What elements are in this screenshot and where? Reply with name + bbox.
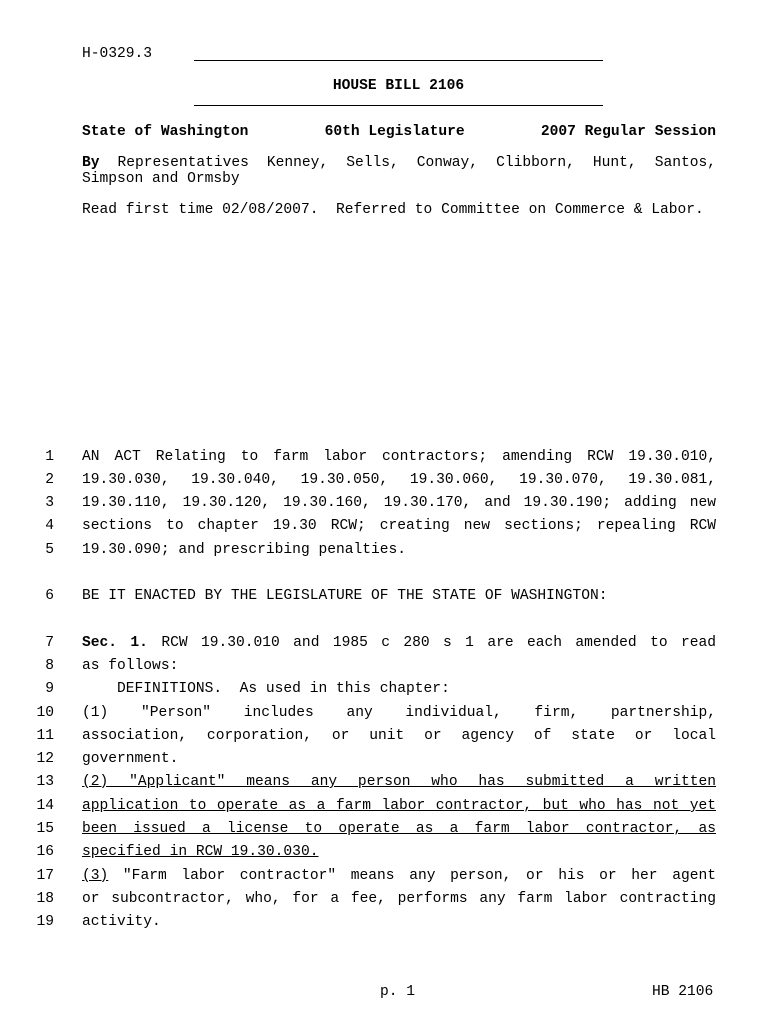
body-line: or subcontractor, who, for a fee, performs any farm labor contracting (82, 891, 716, 907)
line-number: 17 (36, 868, 54, 884)
sponsors-names-1: Representatives Kenney, Sells, Conway, Clibborn, Hunt, Santos, (99, 155, 716, 171)
section-label: Sec. 1. (82, 635, 148, 651)
inserted-number: (3) (82, 868, 109, 884)
footer-bill-id: HB 2106 (652, 984, 714, 1000)
body-line: DEFINITIONS. As used in this chapter: (82, 681, 450, 697)
inserted-line (82, 774, 716, 790)
line-number: 1 (45, 449, 54, 465)
line-number: 3 (45, 495, 54, 511)
body-line: association, corporation, or unit or agency of state or local (82, 728, 716, 744)
body-line: activity. (82, 914, 161, 930)
header-rule-top (194, 60, 603, 61)
line-number: 4 (45, 518, 54, 534)
body-line: (1) "Person" includes any individual, firm, partnership, (82, 705, 716, 721)
line-number: 19 (36, 914, 54, 930)
inserted-text: (2) "Applicant" means any person who has submitted a written (82, 774, 716, 790)
line-number: 8 (45, 658, 54, 674)
page-number: p. 1 (380, 984, 416, 1000)
body-line: sections to chapter 19.30 RCW; creating new sections; repealing RCW (82, 518, 716, 534)
line-number: 11 (36, 728, 54, 744)
line-number: 14 (36, 798, 54, 814)
line-number: 15 (36, 821, 54, 837)
inserted-line: application to operate as a farm labor contractor, but who has not yet (82, 798, 716, 814)
section-text: RCW 19.30.010 and 1985 c 280 s 1 are each amended to read (147, 635, 716, 651)
legislature-label: 60th Legislature (324, 124, 465, 140)
sponsors-line-2: Simpson and Ormsby (82, 171, 240, 187)
body-line (82, 868, 716, 884)
body-line: 19.30.030, 19.30.040, 19.30.050, 19.30.060, 19.30.070, 19.30.081, (82, 472, 716, 488)
sponsors-by: By (82, 155, 100, 171)
line-number: 9 (45, 681, 54, 697)
session-label: 2007 Regular Session (540, 124, 716, 140)
line-text: "Farm labor contractor" means any person, or his or her agent (108, 868, 716, 884)
line-number: 18 (36, 891, 54, 907)
bill-title: HOUSE BILL 2106 (332, 78, 465, 94)
body-line: AN ACT Relating to farm labor contractors; amending RCW 19.30.010, (82, 449, 716, 465)
line-number: 16 (36, 844, 54, 860)
inserted-line: specified in RCW 19.30.030. (82, 844, 319, 860)
body-line: as follows: (82, 658, 179, 674)
session-row (82, 124, 716, 140)
line-number: 10 (36, 705, 54, 721)
inserted-line: been issued a license to operate as a farm labor contractor, as (82, 821, 716, 837)
line-number: 12 (36, 751, 54, 767)
header-rule-bottom (194, 105, 603, 106)
sponsors-line-1 (82, 155, 716, 171)
body-line: government. (82, 751, 179, 767)
line-number: 7 (45, 635, 54, 651)
body-line: 19.30.110, 19.30.120, 19.30.160, 19.30.170, and 19.30.190; adding new (82, 495, 716, 511)
line-number: 5 (45, 542, 54, 558)
line-number: 2 (45, 472, 54, 488)
read-first-line: Read first time 02/08/2007. Referred to Committee on Commerce & Labor. (82, 202, 704, 218)
line-number: 13 (36, 774, 54, 790)
state-label: State of Washington (82, 124, 249, 140)
section-heading-line (82, 635, 716, 651)
document-id: H-0329.3 (82, 46, 153, 62)
enacting-clause: BE IT ENACTED BY THE LEGISLATURE OF THE STATE OF WASHINGTON: (82, 588, 608, 604)
body-line: 19.30.090; and prescribing penalties. (82, 542, 407, 558)
line-number: 6 (45, 588, 54, 604)
